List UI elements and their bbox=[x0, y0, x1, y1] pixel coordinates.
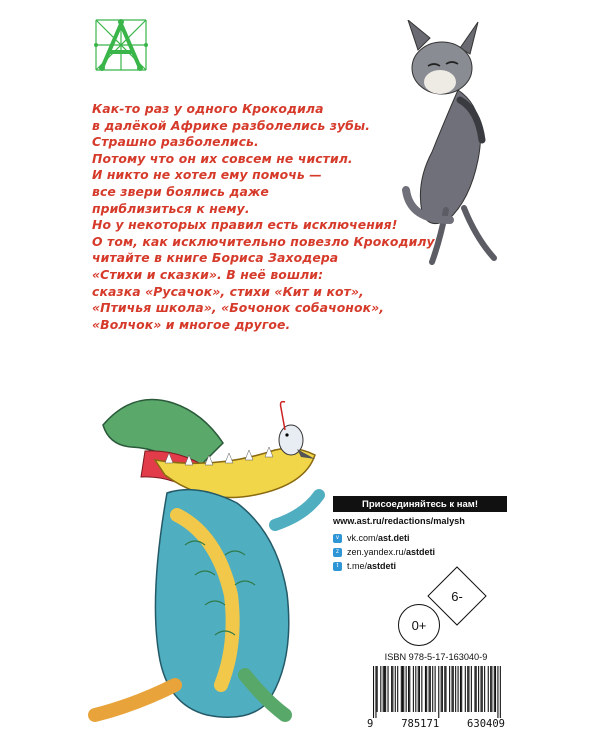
blurb-line: И никто не хотел ему помочь — bbox=[92, 167, 322, 183]
blurb-line: Потому что он их совсем не чистил. bbox=[92, 150, 353, 166]
barcode-bar bbox=[471, 666, 472, 712]
barcode-bar bbox=[406, 666, 407, 712]
barcode-bar bbox=[387, 666, 388, 712]
telegram-link[interactable] bbox=[333, 561, 396, 571]
barcode-bar bbox=[488, 666, 489, 712]
blurb-line: все звери боялись даже bbox=[92, 183, 269, 199]
barcode-bar bbox=[380, 666, 381, 712]
barcode-bar bbox=[421, 666, 422, 712]
isbn-barcode-block bbox=[365, 652, 507, 732]
barcode-bar bbox=[425, 666, 426, 712]
age-rating-circle: 0+ bbox=[398, 604, 440, 646]
barcode-bar bbox=[455, 666, 456, 712]
barcode-digit-group: 630409 bbox=[467, 718, 505, 730]
zen-link[interactable] bbox=[333, 547, 435, 557]
barcode-bar bbox=[491, 666, 492, 712]
barcode-bar bbox=[383, 666, 384, 712]
crocodile-illustration bbox=[85, 385, 340, 730]
blurb-line: Как-то раз у одного Крокодила bbox=[92, 101, 324, 116]
book-description bbox=[92, 101, 452, 333]
barcode-bar bbox=[467, 666, 468, 712]
cat-illustration bbox=[400, 20, 505, 275]
age-rating-diamond-label: 6- bbox=[451, 588, 463, 604]
blurb-line: в далёкой Африке разболелись зубы. bbox=[92, 117, 371, 133]
zen-handle: astdeti bbox=[406, 547, 436, 557]
barcode-bar bbox=[402, 666, 403, 712]
vk-handle: ast.deti bbox=[378, 533, 410, 543]
barcode-bar bbox=[480, 666, 481, 712]
barcode-bar bbox=[474, 666, 475, 712]
barcode-bar bbox=[442, 666, 443, 712]
barcode-bar bbox=[465, 666, 466, 712]
vk-icon: v bbox=[333, 534, 342, 543]
blurb-line: «Стихи и сказки». В неё вошли: bbox=[92, 266, 324, 282]
barcode-bar bbox=[401, 666, 402, 712]
barcode-bar bbox=[403, 666, 404, 712]
barcode-digit-group: 9 bbox=[367, 718, 374, 730]
barcode-bar bbox=[397, 666, 398, 712]
barcode-bar bbox=[500, 666, 501, 718]
barcode-bar bbox=[418, 666, 419, 712]
zen-prefix: zen.yandex.ru/ bbox=[347, 547, 407, 557]
barcode-bar bbox=[461, 666, 462, 712]
barcode-digits bbox=[365, 718, 507, 730]
blurb-line: «Птичья школа», «Бочонок собачонок», bbox=[92, 300, 385, 316]
barcode-bar bbox=[429, 666, 430, 712]
barcode-bar bbox=[444, 666, 445, 712]
website-link[interactable]: www.ast.ru/redactions/malysh bbox=[333, 516, 465, 526]
join-us-banner: Присоединяйтесь к нам! bbox=[333, 496, 507, 512]
barcode-bar bbox=[458, 666, 459, 712]
barcode-bar bbox=[495, 666, 496, 712]
barcode-bar bbox=[441, 666, 442, 712]
barcode-image bbox=[373, 666, 501, 718]
blurb-line: Страшно разболелись. bbox=[92, 134, 259, 150]
barcode-bar bbox=[408, 666, 409, 712]
blurb-line: Но у некоторых правил есть исключения! bbox=[92, 217, 398, 233]
publisher-logo-icon bbox=[92, 16, 150, 74]
barcode-bar bbox=[482, 666, 483, 712]
barcode-bar bbox=[373, 666, 374, 718]
vk-link[interactable] bbox=[333, 533, 410, 543]
barcode-bar bbox=[468, 666, 469, 712]
barcode-bar bbox=[385, 666, 386, 712]
barcode-bar bbox=[449, 666, 450, 712]
telegram-handle: astdeti bbox=[367, 561, 397, 571]
barcode-bar bbox=[377, 666, 378, 712]
barcode-bar bbox=[497, 666, 498, 718]
blurb-line: приблизиться к нему. bbox=[92, 200, 250, 216]
barcode-bar bbox=[384, 666, 385, 712]
barcode-bar bbox=[484, 666, 485, 712]
blurb-line: сказка «Русачок», стихи «Кит и кот», bbox=[92, 283, 364, 299]
barcode-bar bbox=[490, 666, 491, 712]
barcode-bar bbox=[460, 666, 461, 712]
barcode-bar bbox=[494, 666, 495, 712]
barcode-bar bbox=[413, 666, 414, 712]
barcode-bar bbox=[392, 666, 393, 712]
barcode-bar bbox=[415, 666, 416, 712]
blurb-line: читайте в книге Бориса Заходера bbox=[92, 250, 339, 266]
barcode-bar bbox=[409, 666, 410, 712]
barcode-bar bbox=[478, 666, 479, 712]
blurb-line: «Волчок» и многое другое. bbox=[92, 316, 291, 332]
barcode-bar bbox=[432, 666, 433, 712]
blurb-line: О том, как исключительно повезло Крокодилу, bbox=[92, 233, 440, 249]
barcode-bar bbox=[453, 666, 454, 712]
barcode-bar bbox=[435, 666, 436, 712]
barcode-bar bbox=[391, 666, 392, 712]
telegram-icon: t bbox=[333, 562, 342, 571]
barcode-bar bbox=[445, 666, 446, 712]
barcode-bar bbox=[419, 666, 420, 712]
barcode-bar bbox=[395, 666, 396, 712]
vk-prefix: vk.com/ bbox=[347, 533, 379, 543]
barcode-digit-group: 785171 bbox=[401, 718, 440, 730]
barcode-bar bbox=[426, 666, 427, 712]
barcode-bar bbox=[430, 666, 431, 712]
telegram-prefix: t.me/ bbox=[347, 561, 368, 571]
barcode-bar bbox=[438, 666, 439, 718]
barcode-bar bbox=[375, 666, 376, 718]
zen-icon: z bbox=[333, 548, 342, 557]
barcode-bar bbox=[476, 666, 477, 712]
isbn-number: ISBN 978-5-17-163040-9 bbox=[384, 652, 488, 662]
barcode-bar bbox=[451, 666, 452, 712]
